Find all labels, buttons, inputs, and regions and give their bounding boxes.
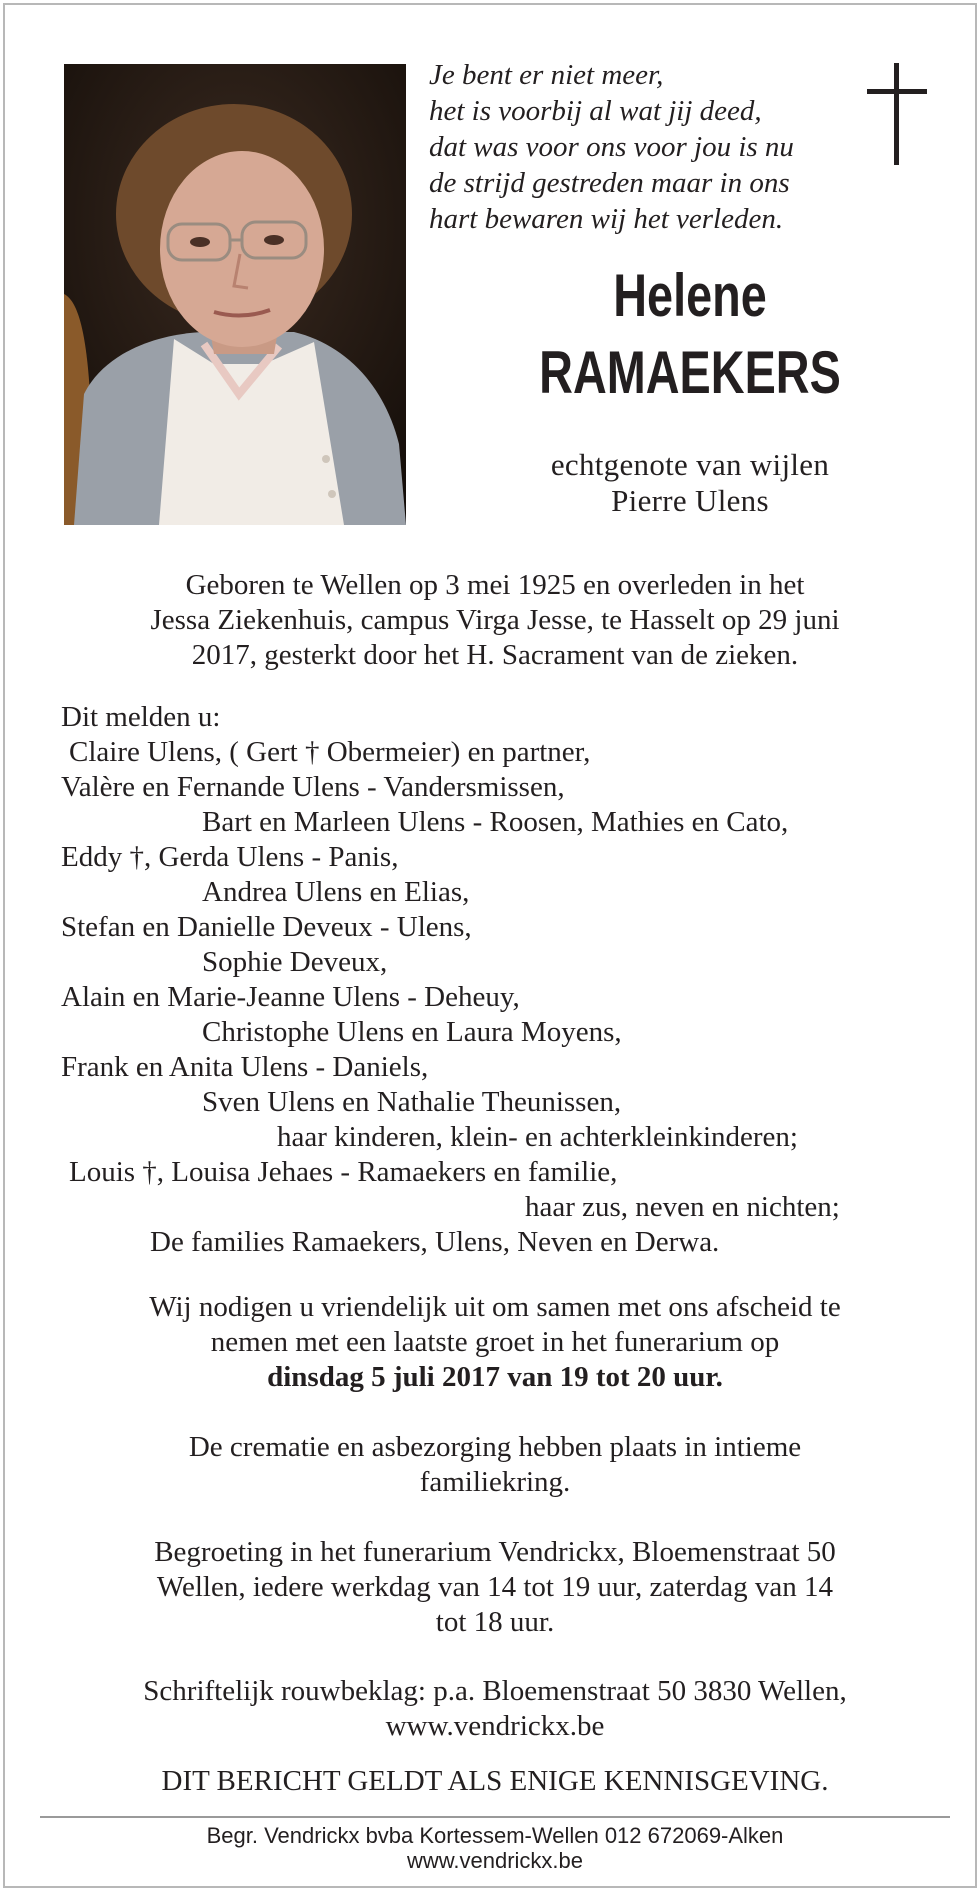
birth-line: Jessa Ziekenhuis, campus Virga Jesse, te Hasselt op 29 juni xyxy=(150,604,840,636)
poem-line: de strijd gestreden maar in ons xyxy=(429,167,790,199)
family-intro: Dit melden u: xyxy=(61,701,221,733)
visiting-line: Wellen, iedere werkdag van 14 tot 19 uur, zaterdag van 14 xyxy=(156,1571,834,1603)
family-line: Eddy †, Gerda Ulens - Panis, xyxy=(61,841,399,873)
spouse-info xyxy=(445,447,935,519)
invitation xyxy=(45,1290,945,1395)
family-line: Valère en Fernande Ulens - Vandersmissen, xyxy=(61,771,565,803)
family-line: Andrea Ulens en Elias, xyxy=(202,876,470,908)
birth-death-info xyxy=(45,568,945,673)
visiting-info xyxy=(45,1535,945,1640)
family-line: Sophie Deveux, xyxy=(202,946,388,978)
family-list xyxy=(61,700,941,1260)
farewell-date: dinsdag 5 juli 2017 van 19 tot 20 uur. xyxy=(267,1361,723,1393)
invitation-line: Wij nodigen u vriendelijk uit om samen met ons afscheid te xyxy=(149,1291,841,1323)
family-line: Frank en Anita Ulens - Daniels, xyxy=(61,1051,429,1083)
invitation-line: nemen met een laatste groet in het funerarium op xyxy=(210,1326,780,1358)
visiting-line: Begroeting in het funerarium Vendrickx, Bloemenstraat 50 xyxy=(154,1536,836,1568)
obituary-card xyxy=(3,3,977,1888)
family-summary: haar zus, neven en nichten; xyxy=(525,1191,840,1223)
portrait-photo xyxy=(64,64,406,525)
family-line: Bart en Marleen Ulens - Roosen, Mathies en Cato, xyxy=(202,806,789,838)
footer-divider xyxy=(40,1816,950,1818)
family-line: Christophe Ulens en Laura Moyens, xyxy=(202,1016,622,1048)
spouse-line: echtgenote van wijlen xyxy=(550,447,830,482)
cremation-info xyxy=(45,1430,945,1500)
poem-line: dat was voor ons voor jou is nu xyxy=(429,131,794,163)
birth-line: 2017, gesterkt door het H. Sacrament van de zieken. xyxy=(191,639,799,671)
family-line: Louis †, Louisa Jehaes - Ramaekers en familie, xyxy=(69,1156,618,1188)
poem-line: hart bewaren wij het verleden. xyxy=(429,203,784,235)
family-line: Alain en Marie-Jeanne Ulens - Deheuy, xyxy=(61,981,520,1013)
visiting-line: tot 18 uur. xyxy=(435,1606,555,1638)
notice: DIT BERICHT GELDT ALS ENIGE KENNISGEVING. xyxy=(161,1765,829,1797)
portrait-illustration xyxy=(64,64,406,525)
deceased-first-name: Helene xyxy=(613,262,767,329)
footer xyxy=(45,1823,945,1873)
condolence-website: www.vendrickx.be xyxy=(385,1710,605,1742)
spouse-name: Pierre Ulens xyxy=(611,483,769,518)
poem-line: Je bent er niet meer, xyxy=(429,59,664,91)
memorial-poem xyxy=(429,57,849,237)
footer-website: www.vendrickx.be xyxy=(406,1848,584,1873)
family-line: Stefan en Danielle Deveux - Ulens, xyxy=(61,911,472,943)
condolence-info xyxy=(45,1674,945,1744)
condolence-line: Schriftelijk rouwbeklag: p.a. Bloemenstraat 50 3830 Wellen, xyxy=(143,1675,847,1707)
cremation-line: De crematie en asbezorging hebben plaats in intieme xyxy=(188,1431,802,1463)
footer-company: Begr. Vendrickx bvba Kortessem-Wellen 012 672069-Alken xyxy=(206,1823,784,1848)
poem-line: het is voorbij al wat jij deed, xyxy=(429,95,762,127)
family-line: De families Ramaekers, Ulens, Neven en Derwa. xyxy=(150,1226,720,1258)
family-line: Claire Ulens, ( Gert † Obermeier) en partner, xyxy=(69,736,591,768)
family-line: Sven Ulens en Nathalie Theunissen, xyxy=(202,1086,622,1118)
birth-line: Geboren te Wellen op 3 mei 1925 en overleden in het xyxy=(185,569,805,601)
family-summary: haar kinderen, klein- en achterkleinkinderen; xyxy=(277,1121,798,1153)
deceased-last-name: RAMAEKERS xyxy=(539,339,841,406)
cross-icon xyxy=(867,63,927,165)
cremation-line: familiekring. xyxy=(419,1466,571,1498)
